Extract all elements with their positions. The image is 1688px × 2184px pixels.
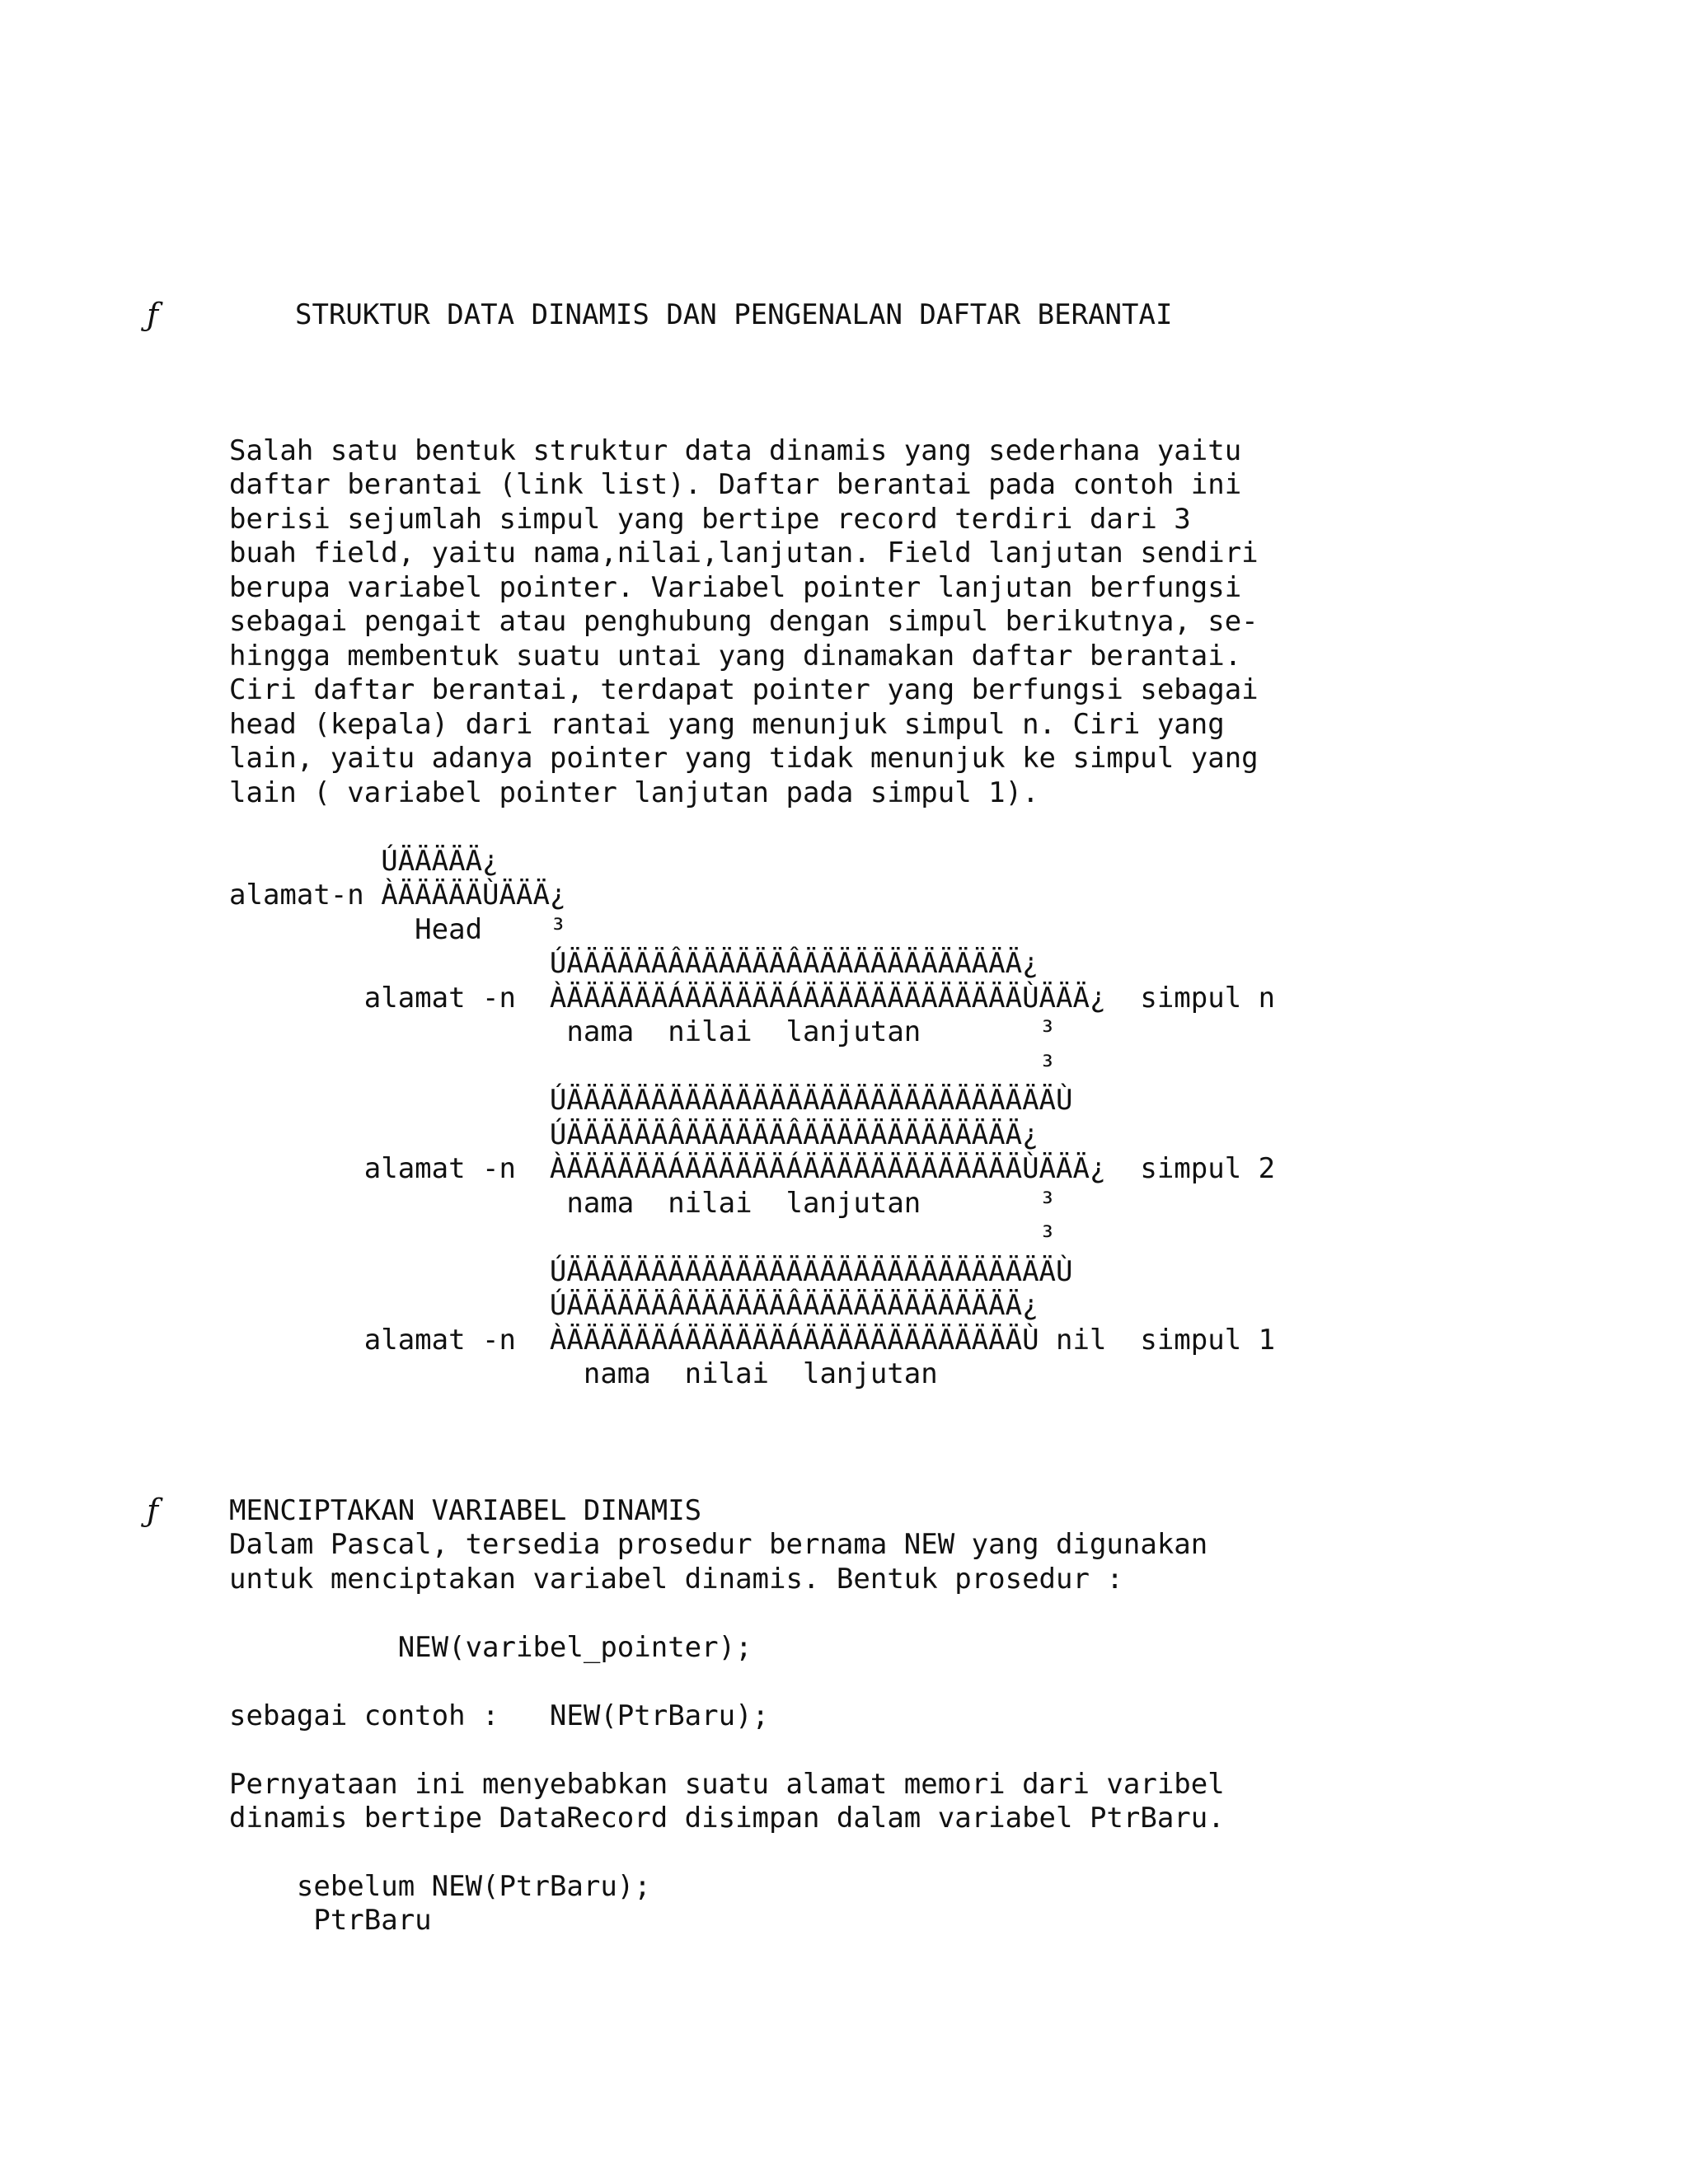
before-new-label: sebelum NEW(PtrBaru); [229, 1870, 651, 1903]
diagram-line: nama nilai lanjutan ³ [229, 1015, 1057, 1048]
paragraph-line: Dalam Pascal, tersedia prosedur bernama NEW yang digunakan [229, 1528, 1208, 1561]
example-line: sebagai contoh : NEW(PtrBaru); [229, 1699, 770, 1732]
section-heading: MENCIPTAKAN VARIABEL DINAMIS [229, 1494, 702, 1527]
paragraph-line: head (kepala) dari rantai yang menunjuk simpul n. Ciri yang [229, 708, 1225, 741]
paragraph-line: Pernyataan ini menyebabkan suatu alamat memori dari varibel [229, 1768, 1225, 1801]
paragraph-line: Salah satu bentuk struktur data dinamis yang sederhana yaitu [229, 434, 1242, 467]
diagram-line: ³ [229, 1221, 1057, 1254]
diagram-line: alamat -n ÀÄÄÄÄÄÄÁÄÄÄÄÄÄÁÄÄÄÄÄÄÄÄÄÄÄÄÄÙÄÄÄ¿ simpul 2 [229, 1152, 1276, 1185]
section-bullet-icon: ƒ [147, 1493, 159, 1529]
diagram-line: ÚÄÄÄÄÄÄÄÄÄÄÄÄÄÄÄÄÄÄÄÄÄÄÄÄÄÄÄÄÄÙ [229, 1084, 1073, 1117]
paragraph-line: hingga membentuk suatu untai yang dinamakan daftar berantai. [229, 640, 1242, 673]
paragraph-line: sebagai pengait atau penghubung dengan simpul berikutnya, se- [229, 605, 1259, 638]
paragraph-line: daftar berantai (link list). Daftar berantai pada contoh ini [229, 468, 1242, 501]
diagram-line: alamat-n ÀÄÄÄÄÄÙÄÄÄ¿ [229, 879, 567, 912]
diagram-line: ÚÄÄÄÄÄ¿ [229, 845, 499, 878]
diagram-line: ³ [229, 1050, 1057, 1083]
diagram-line: ÚÄÄÄÄÄÄÂÄÄÄÄÄÄÂÄÄÄÄÄÄÄÄÄÄÄÄÄ¿ [229, 947, 1039, 980]
paragraph-line: berisi sejumlah simpul yang bertipe record terdiri dari 3 [229, 503, 1191, 536]
diagram-line: nama nilai lanjutan ³ [229, 1187, 1057, 1220]
diagram-line: ÚÄÄÄÄÄÄÄÄÄÄÄÄÄÄÄÄÄÄÄÄÄÄÄÄÄÄÄÄÄÙ [229, 1255, 1073, 1288]
ptrbaru-label: PtrBaru [229, 1904, 432, 1937]
diagram-line: Head ³ [229, 913, 567, 946]
paragraph-line: dinamis bertipe DataRecord disimpan dalam variabel PtrBaru. [229, 1802, 1225, 1835]
paragraph-line: Ciri daftar berantai, terdapat pointer yang berfungsi sebagai [229, 673, 1259, 706]
paragraph-line: untuk menciptakan variabel dinamis. Bentuk prosedur : [229, 1563, 1123, 1596]
paragraph-line: lain, yaitu adanya pointer yang tidak menunjuk ke simpul yang [229, 742, 1259, 775]
section-bullet-icon: ƒ [147, 297, 159, 333]
section-heading: STRUKTUR DATA DINAMIS DAN PENGENALAN DAFTAR BERANTAI [295, 298, 1173, 331]
paragraph-line: buah field, yaitu nama,nilai,lanjutan. Field lanjutan sendiri [229, 537, 1259, 569]
diagram-line: ÚÄÄÄÄÄÄÂÄÄÄÄÄÄÂÄÄÄÄÄÄÄÄÄÄÄÄÄ¿ [229, 1289, 1039, 1322]
paragraph-line: lain ( variabel pointer lanjutan pada simpul 1). [229, 776, 1039, 809]
diagram-line: nama nilai lanjutan [229, 1357, 938, 1390]
paragraph-line: berupa variabel pointer. Variabel pointer lanjutan berfungsi [229, 571, 1242, 604]
diagram-line: alamat -n ÀÄÄÄÄÄÄÁÄÄÄÄÄÄÁÄÄÄÄÄÄÄÄÄÄÄÄÄÙÄÄÄ¿ simpul n [229, 982, 1276, 1015]
diagram-line: ÚÄÄÄÄÄÄÂÄÄÄÄÄÄÂÄÄÄÄÄÄÄÄÄÄÄÄÄ¿ [229, 1118, 1039, 1151]
syntax-line: NEW(varibel_pointer); [229, 1631, 753, 1664]
diagram-line: alamat -n ÀÄÄÄÄÄÄÁÄÄÄÄÄÄÁÄÄÄÄÄÄÄÄÄÄÄÄÄÙ nil simpul 1 [229, 1324, 1276, 1357]
